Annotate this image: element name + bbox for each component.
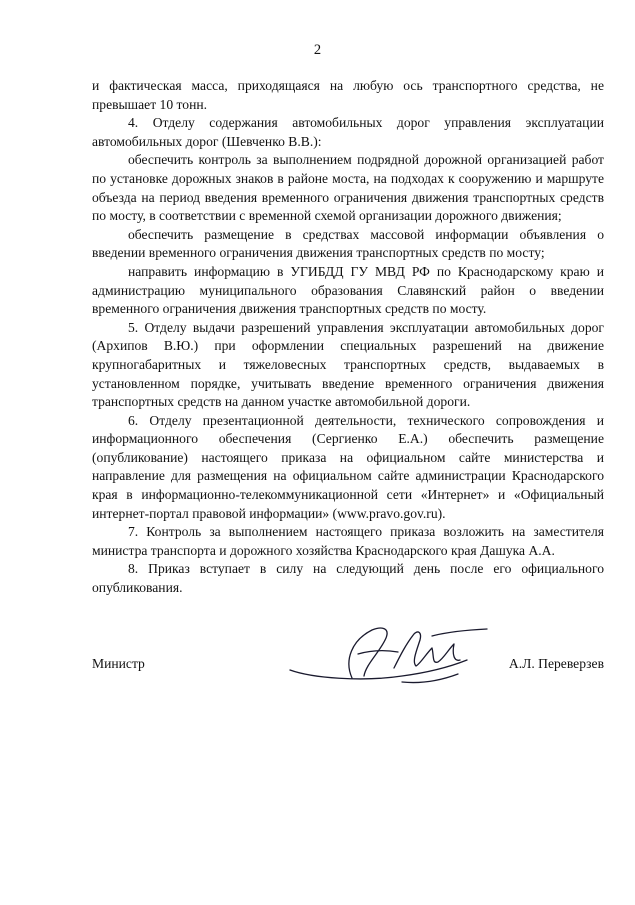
- paragraph-item-5: 5. Отделу выдачи разрешений управления эксплуатации автомобильных дорог (Архипов В.Ю.) при оформлении специальных разрешений на движение крупногабаритных и тяжеловесных транспортных средств, выдаваемых в установленном порядке, учитывать введение временного ограничения движения транспортных средств на данном участке автомобильной дороги.: [92, 319, 604, 410]
- paragraph-item-8: 8. Приказ вступает в силу на следующий день после его официального опубликования.: [92, 561, 604, 596]
- signatory-name: А.Л. Переверзев: [508, 656, 604, 671]
- signatory-position: Министр: [92, 656, 145, 671]
- paragraph-item-4-media: обеспечить размещение в средствах массовой информации объявления о введении временного ограничения движения транспортных средств по мосту;: [92, 226, 604, 261]
- paragraph-item-4-notify: направить информацию в УГИБДД ГУ МВД РФ по Краснодарскому краю и администрацию муниципального образования Славянский район о введении временного ограничения движения транспортных средств по мосту.: [92, 263, 604, 317]
- handwritten-signature: [282, 620, 497, 692]
- paragraph-item-4: 4. Отделу содержания автомобильных дорог управления эксплуатации автомобильных дорог (Шевченко В.В.):: [92, 115, 604, 149]
- paragraph-item-6: 6. Отделу презентационной деятельности, технического сопровождения и информационного обеспечения (Сергиенко Е.А.) обеспечить размещение (опубликование) настоящего приказа на официальном сайте министерства и направление для размещения на официальном сайте администрации Краснодарского края в информационно-телекоммуникационной сети «Интернет» и «Официальный интернет-портал правовой информации» (www.pravo.gov.ru).: [92, 412, 604, 521]
- paragraph-continuation: и фактическая масса, приходящаяся на любую ось транспортного средства, не превышает 10 тонн.: [92, 78, 604, 112]
- signature-block: [92, 620, 604, 700]
- document-body: [92, 77, 604, 598]
- page-number: 2: [313, 42, 322, 58]
- paragraph-item-7: 7. Контроль за выполнением настоящего приказа возложить на заместителя министра транспорта и дорожного хозяйства Краснодарского края Дашука А.А.: [92, 524, 604, 558]
- paragraph-item-4-control: обеспечить контроль за выполнением подрядной дорожной организацией работ по установке дорожных знаков в районе моста, на подходах к сооружению и маршруте объезда на период введения временного ограничения движения транспортных средств по мосту, в соответствии с временной схемой организации дорожного движения;: [92, 152, 604, 224]
